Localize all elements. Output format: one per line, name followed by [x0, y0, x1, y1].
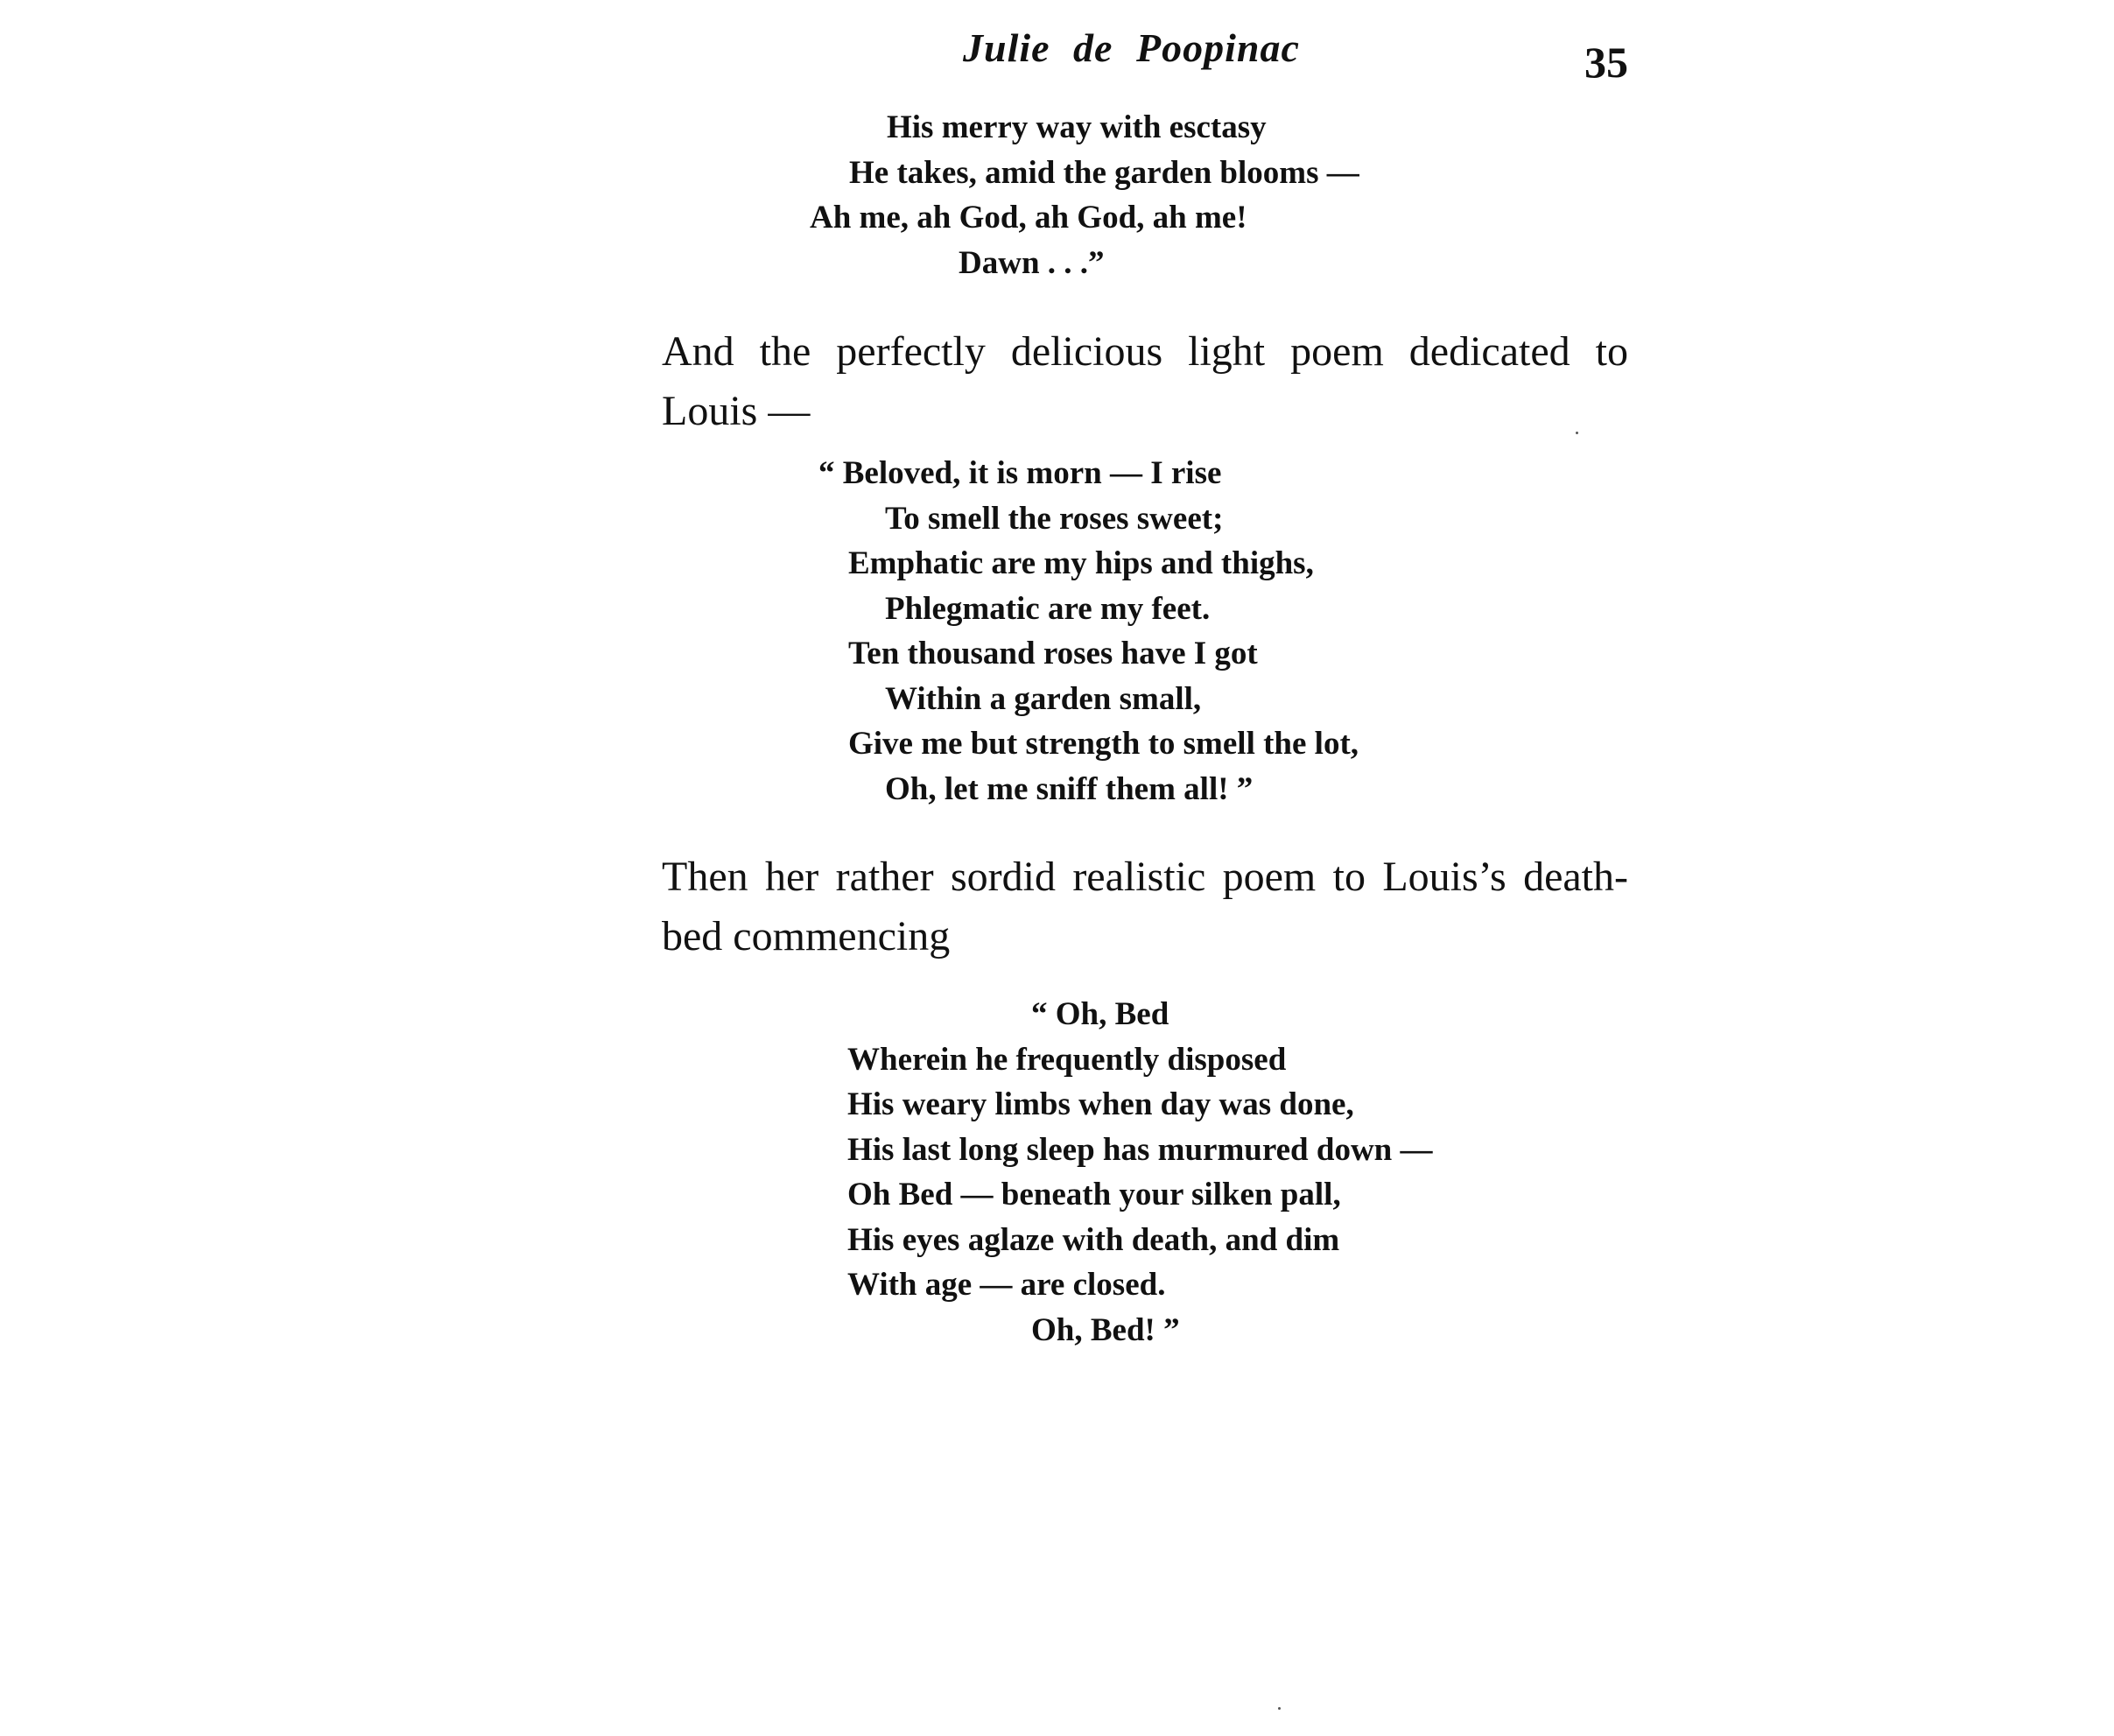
verse-line: Wherein he frequently disposed — [847, 1041, 1287, 1078]
prose-paragraph-light-poem: And the perfectly delicious light poem dedicated to Louis — — [662, 328, 1628, 434]
verse-line: To smell the roses sweet; — [885, 500, 1224, 537]
scan-speck — [1576, 432, 1578, 434]
verse-line: Oh Bed — beneath your silken pall, — [847, 1177, 1341, 1212]
verse-line: Give me but strength to smell the lot, — [848, 726, 1359, 762]
verse-line: With age — are closed. — [847, 1267, 1166, 1303]
verse-line: He takes, amid the garden blooms — — [849, 154, 1359, 191]
prose-paragraph-death-bed: Then her rather sordid realistic poem to Louis’s death-bed commencing — [662, 854, 1628, 959]
page-number: 35 — [1584, 38, 1628, 87]
verse-line: Oh, let me sniff them all! ” — [885, 770, 1254, 807]
verse-line: Oh, Bed! ” — [1031, 1311, 1180, 1348]
verse-line: Phlegmatic are my feet. — [885, 590, 1211, 627]
verse-line: “ Oh, Bed — [1031, 996, 1169, 1032]
verse-line: Within a garden small, — [885, 680, 1202, 717]
scan-speck — [1278, 1707, 1281, 1710]
verse-line: Emphatic are my hips and thighs, — [848, 545, 1314, 581]
verse-line: His eyes aglaze with death, and dim — [847, 1221, 1340, 1258]
verse-stanza-oh-bed — [847, 992, 1433, 1353]
verse-line: Ten thousand roses have I got — [848, 636, 1258, 671]
verse-stanza-dawn — [810, 105, 1359, 285]
verse-line: His merry way with esctasy — [887, 109, 1267, 145]
verse-line: His last long sleep has murmured down — — [847, 1131, 1433, 1168]
running-title: Julie de Poopinac — [963, 25, 1300, 70]
verse-line: “ Beloved, it is morn — I rise — [818, 455, 1222, 491]
verse-line: Dawn . . .” — [959, 244, 1105, 281]
verse-line: His weary limbs when day was done, — [847, 1086, 1354, 1122]
verse-stanza-roses — [818, 451, 1359, 812]
verse-line: Ah me, ah God, ah God, ah me! — [810, 200, 1247, 235]
